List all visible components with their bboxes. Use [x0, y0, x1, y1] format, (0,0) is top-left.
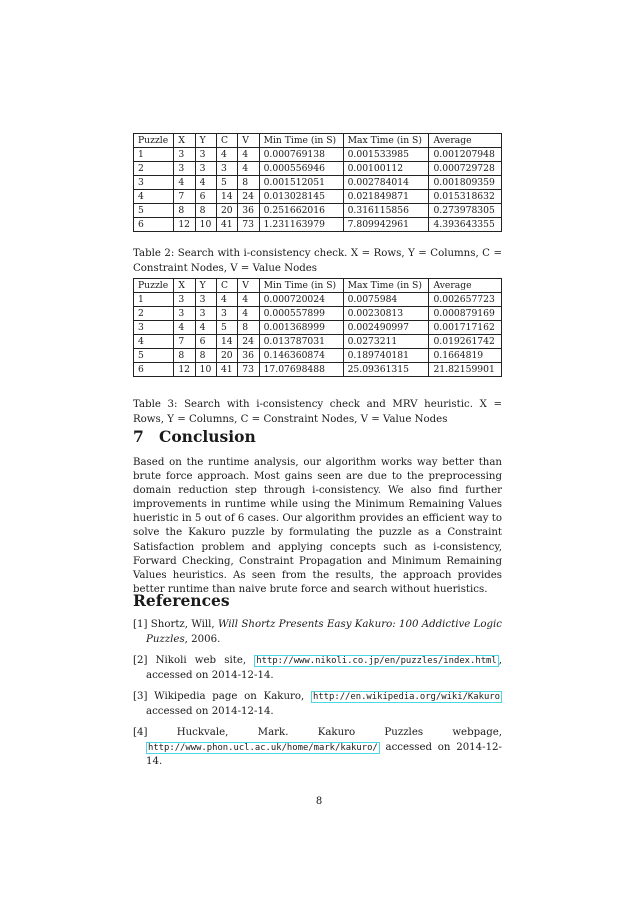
- table-cell: 10: [195, 363, 216, 377]
- table-cell: 0.273978305: [429, 204, 502, 218]
- table-cell: 8: [195, 204, 216, 218]
- table-row: [134, 307, 502, 321]
- table-cell: 3: [134, 321, 174, 335]
- table-cell: 12: [174, 363, 195, 377]
- table-header-row: [134, 134, 502, 148]
- table-row: [134, 349, 502, 363]
- table-cell: 7: [174, 190, 195, 204]
- reference-link[interactable]: http://www.phon.ucl.ac.uk/home/mark/kakuro/: [148, 742, 378, 753]
- reference-text: Wikipedia page on Kakuro,: [154, 691, 311, 702]
- table-cell: 0.013028145: [259, 190, 343, 204]
- table-cell: 4: [134, 190, 174, 204]
- reference-text: Nikoli web site,: [155, 655, 255, 666]
- table-cell: 2: [134, 162, 174, 176]
- reference-link[interactable]: http://www.nikoli.co.jp/en/puzzles/index.html: [256, 656, 497, 666]
- table-cell: 0.000769138: [259, 148, 343, 162]
- table-cell: 4: [216, 148, 237, 162]
- table-cell: 0.000879169: [429, 307, 502, 321]
- section-title: Conclusion: [159, 427, 256, 446]
- table-cell: 0.021849871: [343, 190, 429, 204]
- table-cell: 5: [134, 204, 174, 218]
- table-cell: 3: [174, 162, 195, 176]
- table-cell: 20: [216, 349, 237, 363]
- table-cell: 4.393643355: [429, 218, 502, 232]
- reference-item: [133, 654, 502, 683]
- table-cell: 0.013787031: [259, 335, 343, 349]
- table-cell: 5: [216, 176, 237, 190]
- table-cell: 4: [238, 307, 259, 321]
- table-cell: 0.146360874: [259, 349, 343, 363]
- column-header: V: [238, 279, 259, 293]
- table-cell: 3: [195, 307, 216, 321]
- table-cell: 17.07698488: [259, 363, 343, 377]
- table-cell: 6: [134, 218, 174, 232]
- table-cell: 36: [238, 204, 259, 218]
- table-cell: 10: [195, 218, 216, 232]
- column-header: C: [216, 134, 237, 148]
- table-cell: 4: [195, 321, 216, 335]
- table-cell: 0.316115856: [343, 204, 429, 218]
- table-cell: 0.000729728: [429, 162, 502, 176]
- table-row: [134, 176, 502, 190]
- reference-label: [3]: [133, 691, 148, 702]
- table-2-caption: Table 2: Search with i-consistency check. X = Rows, Y = Columns, C = Constraint Nodes, V = Value Nodes: [133, 248, 502, 275]
- table-cell: 20: [216, 204, 237, 218]
- table-cell: 24: [238, 190, 259, 204]
- table-cell: 3: [195, 148, 216, 162]
- table-cell: 0.00230813: [343, 307, 429, 321]
- column-header: Min Time (in S): [259, 134, 343, 148]
- column-header: Y: [195, 134, 216, 148]
- reference-text: , accessed on 2014-12-14.: [146, 655, 502, 681]
- table-cell: 7.809942961: [343, 218, 429, 232]
- table-cell: 0.0273211: [343, 335, 429, 349]
- table-cell: 0.189740181: [343, 349, 429, 363]
- table-cell: 5: [134, 349, 174, 363]
- table-cell: 24: [238, 335, 259, 349]
- table-row: [134, 190, 502, 204]
- table-cell: 0.1664819: [429, 349, 502, 363]
- table-cell: 3: [195, 162, 216, 176]
- table-cell: 8: [238, 176, 259, 190]
- table-cell: 36: [238, 349, 259, 363]
- table-row: [134, 148, 502, 162]
- table-cell: 41: [216, 363, 237, 377]
- column-header: Y: [195, 279, 216, 293]
- table-cell: 3: [216, 162, 237, 176]
- reference-text: Huckvale, Mark. Kakuro Puzzles webpage,: [176, 727, 502, 738]
- reference-text: , 2006.: [184, 633, 221, 645]
- references-list: [133, 618, 502, 777]
- table-cell: 4: [216, 293, 237, 307]
- table-cell: 25.09361315: [343, 363, 429, 377]
- column-header: X: [174, 279, 195, 293]
- table-header-row: [134, 279, 502, 293]
- table-cell: 3: [134, 176, 174, 190]
- table-cell: 0.015318632: [429, 190, 502, 204]
- reference-item: [133, 618, 502, 647]
- table-cell: 0.001207948: [429, 148, 502, 162]
- table-3-caption: Table 3: Search with i-consistency check and MRV heuristic. X = Rows, Y = Columns, C = Constraint Nodes, V = Value Nodes: [133, 399, 502, 426]
- table-cell: 3: [174, 307, 195, 321]
- conclusion-paragraph: Based on the runtime analysis, our algorithm works way better than brute force approach. Most gains seen are due to the preprocessing domain reduction step through i-consistency. We also find further improvements in runtime while using the Minimum Remaining Values hueristic in 5 out of 6 cases. Our algorithm provides an efficient way to solve the Kakuro puzzle by formulating the puzzle as a Constraint Satisfaction problem and applying concepts such as i-consistency, Forward Checking, Constraint Propagation and Minimum Remaining Values heuristics. As seen from the results, the approach provides better runtime than naive brute force and search without hueristics.: [133, 457, 502, 595]
- reference-text: Shortz, Will,: [150, 619, 218, 630]
- table-cell: 4: [238, 293, 259, 307]
- table-cell: 0.0075984: [343, 293, 429, 307]
- table-cell: 4: [174, 176, 195, 190]
- column-header: V: [238, 134, 259, 148]
- table-row: [134, 204, 502, 218]
- column-header: Average: [429, 279, 502, 293]
- table-cell: 0.002657723: [429, 293, 502, 307]
- table-cell: 7: [174, 335, 195, 349]
- reference-item: [133, 726, 502, 770]
- table-cell: 0.000556946: [259, 162, 343, 176]
- table-cell: 0.251662016: [259, 204, 343, 218]
- page-number: 8: [315, 796, 323, 807]
- table-cell: 14: [216, 335, 237, 349]
- table-cell: 0.001809359: [429, 176, 502, 190]
- table-2: [133, 133, 502, 232]
- table-cell: 0.001717162: [429, 321, 502, 335]
- table-cell: 1: [134, 293, 174, 307]
- reference-label: [2]: [133, 655, 148, 666]
- table-cell: 0.00100112: [343, 162, 429, 176]
- table-cell: 8: [238, 321, 259, 335]
- table-row: [134, 363, 502, 377]
- table-cell: 3: [174, 293, 195, 307]
- table-cell: 0.019261742: [429, 335, 502, 349]
- table-cell: 73: [238, 363, 259, 377]
- column-header: X: [174, 134, 195, 148]
- table-cell: 4: [238, 148, 259, 162]
- table-cell: 0.001368999: [259, 321, 343, 335]
- table-cell: 2: [134, 307, 174, 321]
- table-cell: 3: [216, 307, 237, 321]
- reference-title: Will Shortz Presents Easy Kakuro: 100 Addictive Logic Puzzles: [146, 619, 502, 645]
- table-3: [133, 278, 502, 377]
- table-cell: 14: [216, 190, 237, 204]
- column-header: Min Time (in S): [259, 279, 343, 293]
- table-row: [134, 321, 502, 335]
- table-cell: 73: [238, 218, 259, 232]
- reference-label: [4]: [133, 727, 148, 738]
- table-cell: 6: [195, 190, 216, 204]
- references-heading: References: [133, 591, 230, 610]
- table-cell: 0.001512051: [259, 176, 343, 190]
- table-row: [134, 218, 502, 232]
- table-row: [134, 162, 502, 176]
- table-cell: 0.002490997: [343, 321, 429, 335]
- table-row: [134, 335, 502, 349]
- table-cell: 3: [195, 293, 216, 307]
- section-number: 7: [133, 427, 144, 446]
- table-cell: 0.000720024: [259, 293, 343, 307]
- column-header: Max Time (in S): [343, 279, 429, 293]
- column-header: Puzzle: [134, 279, 174, 293]
- table-cell: 4: [134, 335, 174, 349]
- reference-label: [1]: [133, 619, 148, 630]
- column-header: Max Time (in S): [343, 134, 429, 148]
- table-cell: 8: [174, 204, 195, 218]
- reference-item: [133, 690, 502, 719]
- table-cell: 4: [174, 321, 195, 335]
- table-cell: 4: [238, 162, 259, 176]
- column-header: Puzzle: [134, 134, 174, 148]
- reference-link[interactable]: http://en.wikipedia.org/wiki/Kakuro: [312, 692, 500, 702]
- conclusion-heading: [133, 427, 256, 446]
- table-cell: 0.001533985: [343, 148, 429, 162]
- column-header: C: [216, 279, 237, 293]
- reference-text: accessed on 2014-12-14.: [146, 705, 274, 717]
- table-cell: 4: [195, 176, 216, 190]
- table-cell: 21.82159901: [429, 363, 502, 377]
- table-cell: 8: [174, 349, 195, 363]
- table-cell: 5: [216, 321, 237, 335]
- table-cell: 0.000557899: [259, 307, 343, 321]
- column-header: Average: [429, 134, 502, 148]
- reference-text: accessed on 2014-12-14.: [146, 741, 502, 767]
- table-cell: 1: [134, 148, 174, 162]
- table-cell: 3: [174, 148, 195, 162]
- table-cell: 12: [174, 218, 195, 232]
- table-cell: 1.231163979: [259, 218, 343, 232]
- table-row: [134, 293, 502, 307]
- table-cell: 0.002784014: [343, 176, 429, 190]
- table-cell: 6: [195, 335, 216, 349]
- table-cell: 41: [216, 218, 237, 232]
- table-cell: 8: [195, 349, 216, 363]
- table-cell: 6: [134, 363, 174, 377]
